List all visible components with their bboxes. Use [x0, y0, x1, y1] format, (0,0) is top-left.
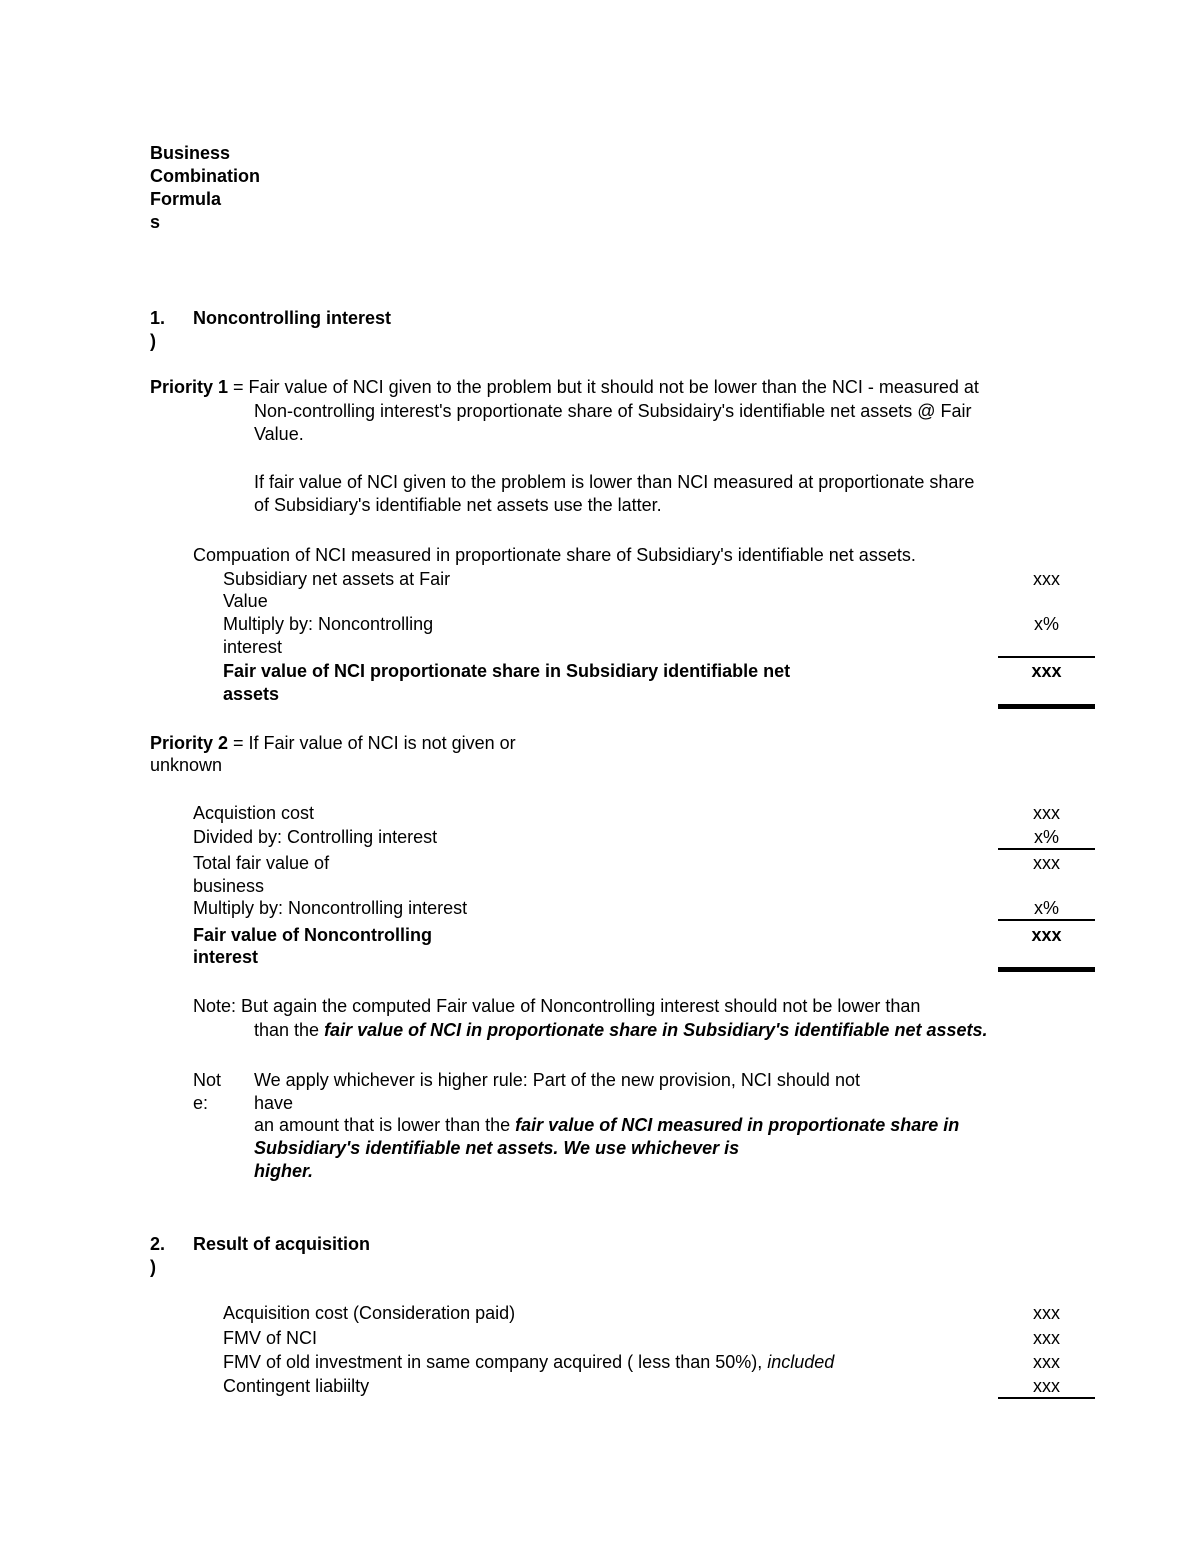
s2-row-1-label: Acquisition cost (Consideration paid) — [223, 1303, 516, 1323]
p2-row-1-label: Acquistion cost — [193, 803, 315, 823]
comp-row-2-amount: x% — [1033, 614, 1059, 634]
comp-subtotal-rule — [998, 656, 1095, 658]
note-2-line-2: have — [254, 1093, 294, 1113]
comp-row-2-label-cont: interest — [223, 637, 283, 657]
comp-total-label: Fair value of NCI proportionate share in Subsidiary identifiable net — [223, 661, 791, 681]
s2-row-3-text: FMV of old investment in same company acquired ( less than 50%), — [223, 1352, 768, 1372]
computation-heading: Compuation of NCI measured in proportionate share of Subsidiary's identifiable net assets. — [193, 545, 916, 565]
priority-2-text: = If Fair value of NCI is not given or — [228, 733, 516, 753]
note-1-line-2 — [254, 1019, 988, 1042]
section-1-number: 1. — [150, 308, 166, 328]
comp-row-1-amount: xxx — [1033, 569, 1060, 589]
p2-row-2-amount: x% — [1033, 827, 1059, 847]
priority-2-line-1 — [150, 732, 516, 755]
p2-row-4-amount: x% — [1033, 898, 1059, 918]
p2-row-3-label-cont: business — [193, 876, 265, 896]
s2-row-3-italic: included — [767, 1352, 835, 1372]
s2-row-4-amount: xxx — [1033, 1376, 1060, 1396]
note-1-emphasis: fair value of NCI in proportionate share in Subsidiary's identifiable net assets. — [324, 1020, 988, 1040]
title-line-2: Combination — [150, 166, 260, 186]
s2-row-3-label — [223, 1351, 834, 1374]
p2-row-1-amount: xxx — [1033, 803, 1060, 823]
section-1-paren: ) — [150, 331, 156, 351]
note-2-line-3 — [254, 1114, 959, 1137]
priority-1-line-1 — [150, 376, 979, 399]
p2-total-amount: xxx — [1031, 925, 1062, 945]
priority-1-text: = Fair value of NCI given to the problem but it should not be lower than the NCI - measured at — [228, 377, 979, 397]
comp-total-double-rule — [998, 704, 1095, 709]
p2-rule-1 — [998, 848, 1095, 850]
p2-row-3-amount: xxx — [1033, 853, 1060, 873]
title-line-3: Formula — [150, 189, 222, 209]
comp-row-1-label: Subsidiary net assets at Fair — [223, 569, 451, 589]
s2-row-2-amount: xxx — [1033, 1328, 1060, 1348]
section-2-paren: ) — [150, 1257, 156, 1277]
p2-row-3-label: Total fair value of — [193, 853, 330, 873]
note-2-line-4: Subsidiary's identifiable net assets. We use whichever is — [254, 1138, 740, 1158]
s2-row-3-amount: xxx — [1033, 1352, 1060, 1372]
p2-rule-2 — [998, 919, 1095, 921]
note-2-text: an amount that is lower than the — [254, 1115, 516, 1135]
s2-row-4-label: Contingent liabiilty — [223, 1376, 370, 1396]
s2-row-2-label: FMV of NCI — [223, 1328, 318, 1348]
comp-row-2-label: Multiply by: Noncontrolling — [223, 614, 434, 634]
note-2-line-5: higher. — [254, 1161, 314, 1181]
priority-2-line-2: unknown — [150, 755, 223, 775]
note-2-label-2: e: — [193, 1093, 209, 1113]
s2-row-1-amount: xxx — [1033, 1303, 1060, 1323]
title-line-4: s — [150, 212, 161, 232]
note-2-emphasis: fair value of NCI measured in proportionate share in — [515, 1115, 960, 1135]
note-2-line-1: We apply whichever is higher rule: Part of the new provision, NCI should not — [254, 1070, 860, 1090]
priority-2-label: Priority 2 — [150, 733, 229, 753]
section-2-number: 2. — [150, 1234, 166, 1254]
priority-1-line-5: of Subsidiary's identifiable net assets use the latter. — [254, 495, 662, 515]
priority-1-line-2: Non-controlling interest's proportionate share of Subsidairy's identifiable net assets @ Fair — [254, 401, 972, 421]
priority-1-line-3: Value. — [254, 424, 304, 444]
title-line-1: Business — [150, 143, 231, 163]
section-1-heading: Noncontrolling interest — [193, 308, 391, 328]
section-2-heading: Result of acquisition — [193, 1234, 371, 1254]
p2-row-2-label: Divided by: Controlling interest — [193, 827, 438, 847]
p2-total-label: Fair value of Noncontrolling — [193, 925, 433, 945]
comp-total-label-cont: assets — [223, 684, 280, 704]
p2-row-4-label: Multiply by: Noncontrolling interest — [193, 898, 468, 918]
note-1-line-1: Note: But again the computed Fair value of Noncontrolling interest should not be lower than — [193, 996, 921, 1016]
note-1-text: than the — [254, 1020, 325, 1040]
comp-total-amount: xxx — [1031, 661, 1062, 681]
p2-total-label-cont: interest — [193, 947, 259, 967]
s2-rule — [998, 1397, 1095, 1399]
priority-1-label: Priority 1 — [150, 377, 229, 397]
p2-total-double-rule — [998, 967, 1095, 972]
priority-1-line-4: If fair value of NCI given to the problem is lower than NCI measured at proportionate share — [254, 472, 975, 492]
comp-row-1-label-cont: Value — [223, 591, 268, 611]
note-2-label-1: Not — [193, 1070, 222, 1090]
